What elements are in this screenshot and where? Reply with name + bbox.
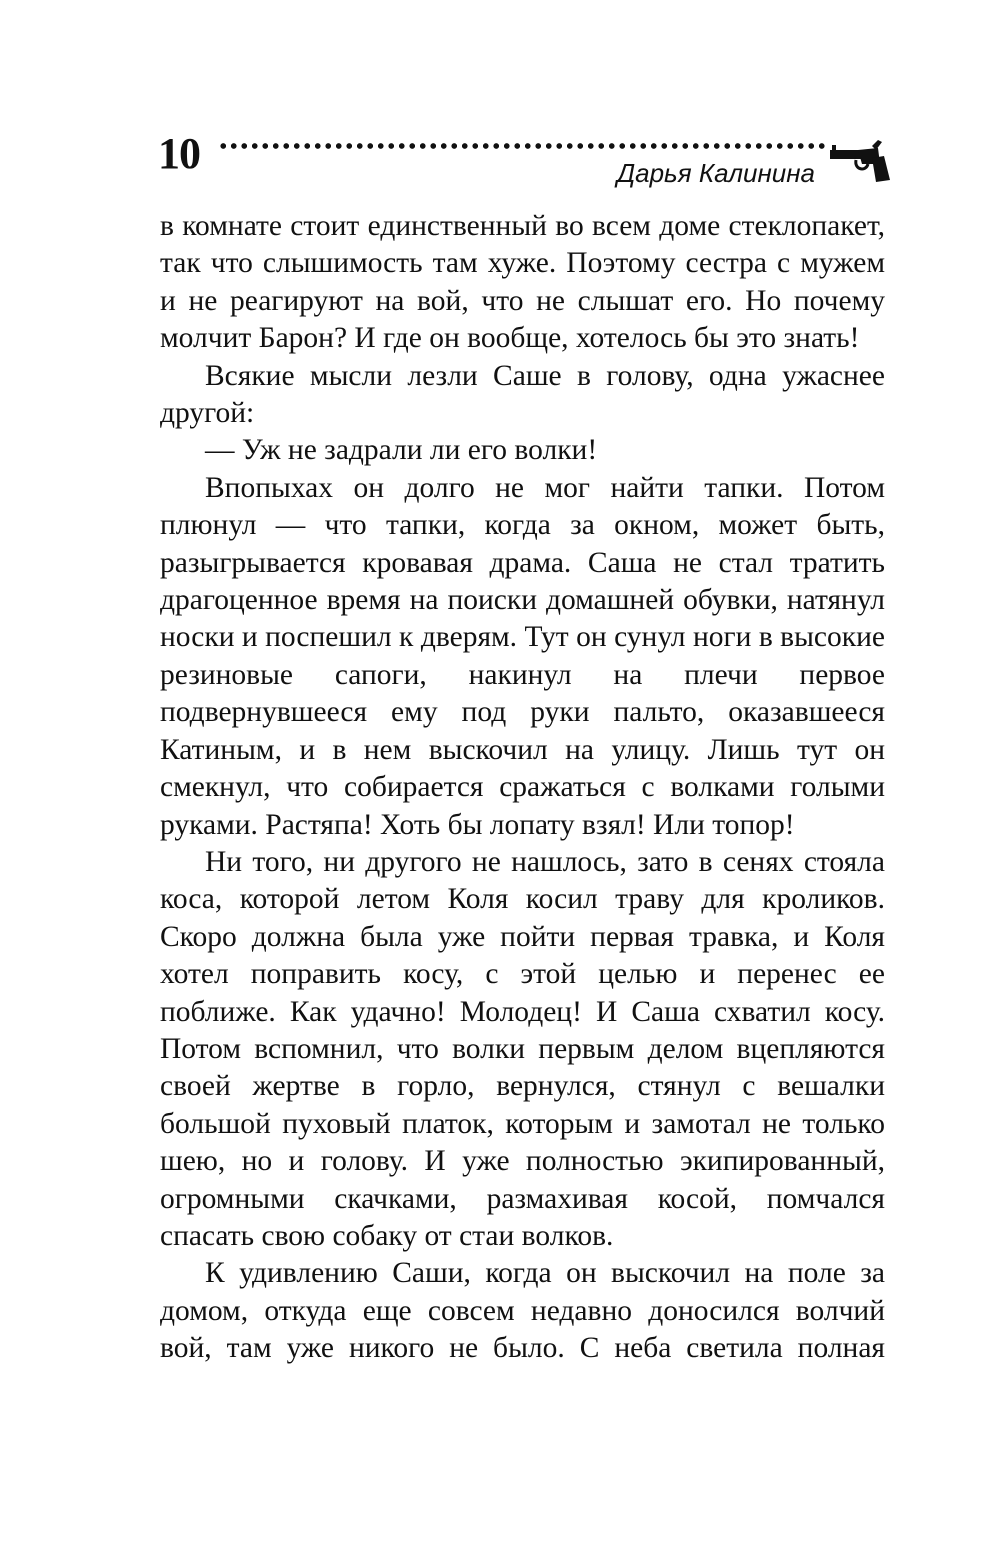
paragraph: Всякие мысли лезли Саше в голову, одна ужаснее другой:: [160, 359, 885, 430]
dotted-rule: [218, 142, 828, 150]
paragraph: Ни того, ни другого не нашлось, зато в сенях стояла коса, которой летом Коля косил траву для кроликов. Скоро должна была уже пойти первая травка, и Коля хотел поправить косу, с этой целью и перенес ее поближе. Как удачно! Молодец! И Саша схватил косу. Потом вспомнил, что волки первым делом вцепляются своей жертве в горло, вернулся, стянул с вешалки большой пуховый платок, которым и замотал не только шею, но и голову. И уже полностью экипированный, огромными скачками, размахивая косой, помчался спасать свою собаку от стаи волков.: [160, 845, 885, 1252]
body-text: [160, 208, 885, 1368]
paragraph: Впопыхах он долго не мог найти тапки. Потом плюнул — что тапки, когда за окном, может быть, разыгрывается кровавая драма. Саша не стал тратить драгоценное время на поиски домашней обувки, натянул носки и поспешил к дверям. Тут он сунул ноги в высокие резиновые сапоги, накинул на плечи первое подвернувшееся ему под руки пальто, оказавшееся Катиным, и в нем выскочил на улицу. Лишь тут он смекнул, что собирается сражаться с волками голыми руками. Растяпа! Хоть бы лопату взял! Или топор!: [160, 471, 885, 841]
paragraph: в комнате стоит единственный во всем доме стеклопакет, так что слышимость там хуже. Поэтому сестра с мужем и не реагируют на вой, что не слышат его. Но почему молчит Барон? И где он вообще, хотелось бы это знать!: [160, 210, 885, 355]
paragraph: К удивлению Саши, когда он выскочил на поле за домом, откуда еще совсем недавно доносился волчий вой, там уже никого не было. С неба светила полная: [160, 1257, 885, 1365]
dialogue-line: — Уж не задрали ли его волки!: [205, 434, 598, 467]
author-name: Дарья Калинина: [616, 158, 815, 188]
page-number: 10: [158, 129, 200, 178]
revolver-icon: [828, 136, 892, 184]
running-header: [158, 122, 893, 192]
